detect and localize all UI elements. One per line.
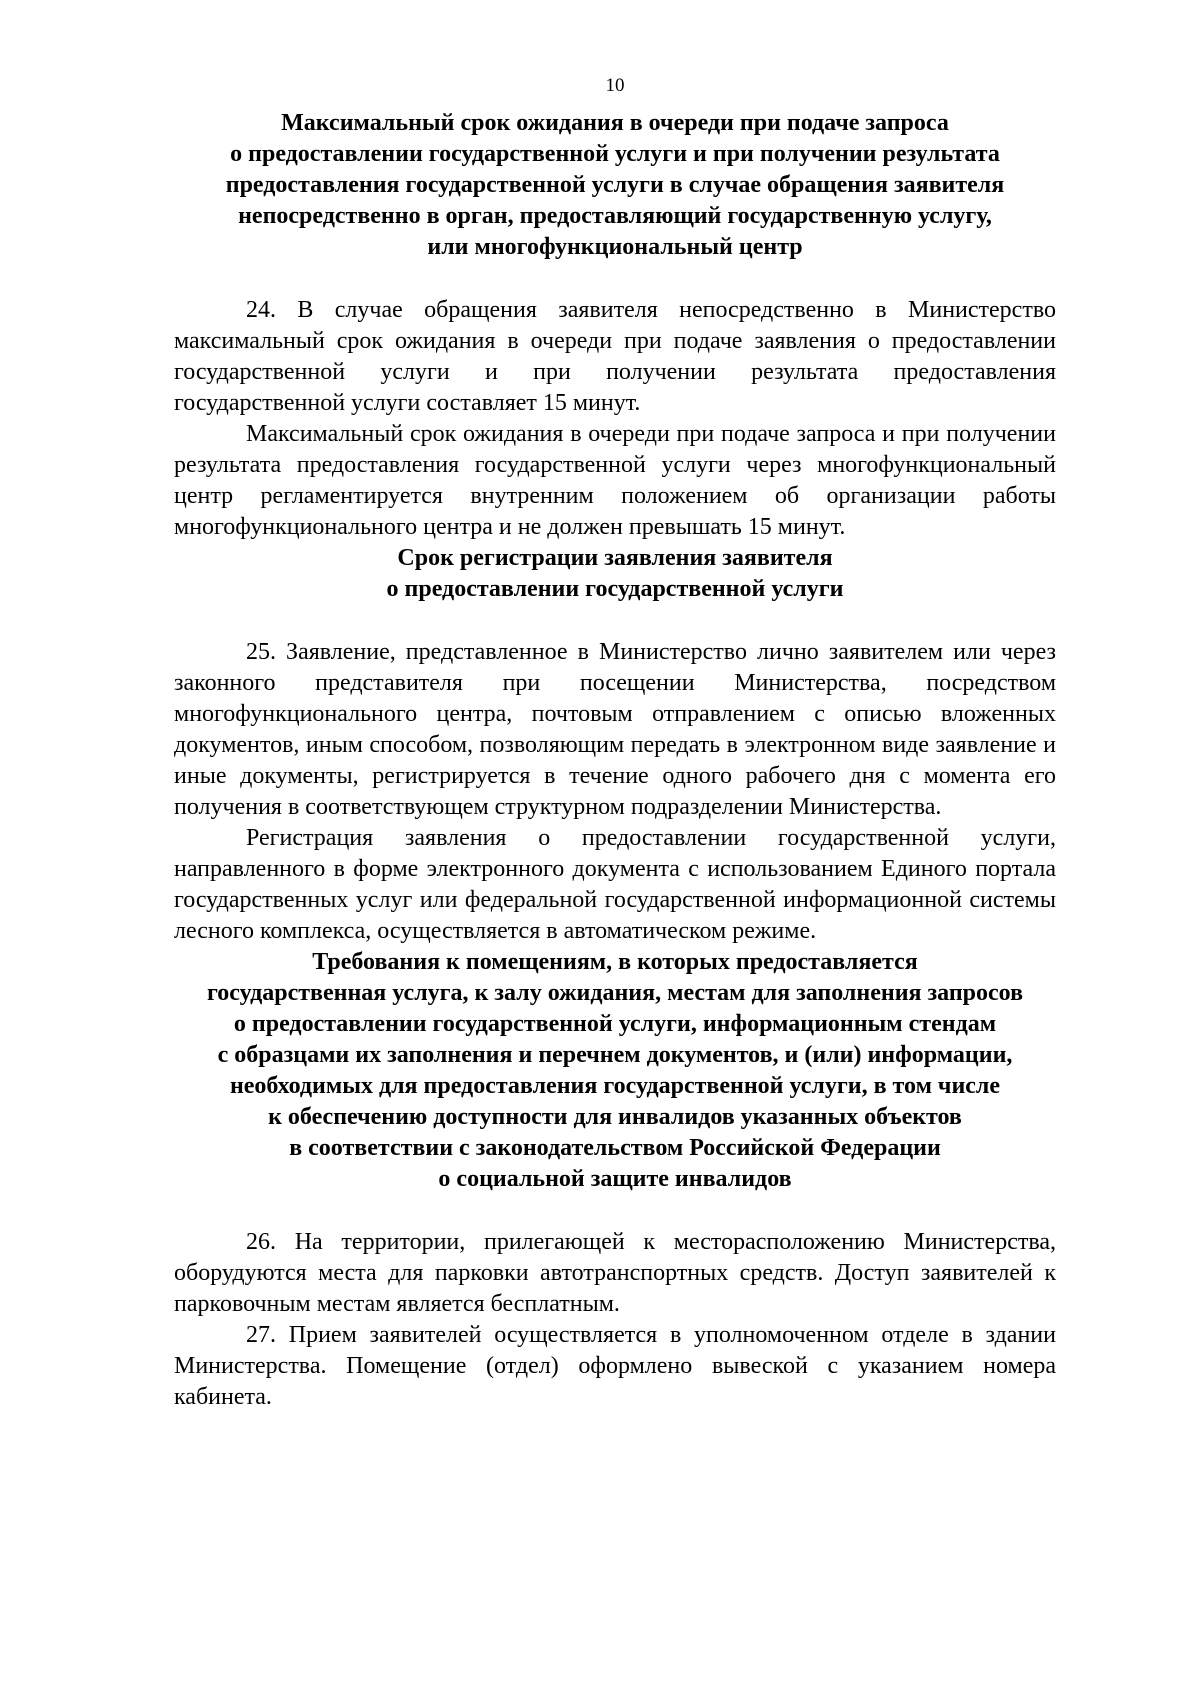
page-number: 10 [605, 75, 625, 96]
paragraph-24: 24. В случае обращения заявителя непосредственно в Министерство максимальный срок ожидания в очереди при подаче заявления о предоставлении государственной услуги и при получении результата предоставления государственной услуги составляет 15 минут. [174, 297, 1056, 416]
paragraph-25: 25. Заявление, представленное в Министерство лично заявителем или через законного представителя при посещении Министерства, посредством многофункционального центра, почтовым отправлением с описью вложенных документов, иным способом, позволяющим передать в электронном виде заявление и иные документы, регистрируется в течение одного рабочего дня с момента его получения в соответствующем структурном подразделении Министерства. [174, 639, 1056, 820]
section-heading-registration-term: Срок регистрации заявления заявителя о предоставлении государственной услуги [386, 545, 844, 602]
paragraph-26: 26. На территории, прилегающей к месторасположению Министерства, оборудуются места для парковки автотранспортных средств. Доступ заявителей к парковочным местам является бесплатным. [174, 1229, 1056, 1317]
section-heading-waiting-time: Максимальный срок ожидания в очереди при подаче запроса о предоставлении государственной услуги и при получении результата предоставления государственной услуги в случае обращения заявителя непосредственно в орган, предоставляющий государственную услугу, или многофункциональный центр [225, 110, 1005, 260]
paragraph-mfc-waiting-time: Максимальный срок ожидания в очереди при подаче запроса и при получении результата предоставления государственной услуги через многофункциональный центр регламентируется внутренним положением об организации работы многофункционального центра и не должен превышать 15 минут. [174, 421, 1056, 540]
paragraph-electronic-registration: Регистрация заявления о предоставлении государственной услуги, направленного в форме электронного документа с использованием Единого портала государственных услуг или федеральной государственной информационной системы лесного комплекса, осуществляется в автоматическом режиме. [174, 825, 1056, 944]
paragraph-27: 27. Прием заявителей осуществляется в уполномоченном отделе в здании Министерства. Помещение (отдел) оформлено вывеской с указанием номера кабинета. [174, 1322, 1056, 1410]
section-heading-premises-requirements: Требования к помещениям, в которых предоставляется государственная услуга, к залу ожидания, местам для заполнения запросов о предоставлении государственной услуги, информационным стендам с образцами их заполнения и перечнем документов, и (или) информации, необходимых для предоставления государственной услуги, в том числе к обеспечению доступности для инвалидов указанных объектов в соответствии с законодательством Российской Федерации о социальной защите инвалидов [206, 949, 1024, 1192]
